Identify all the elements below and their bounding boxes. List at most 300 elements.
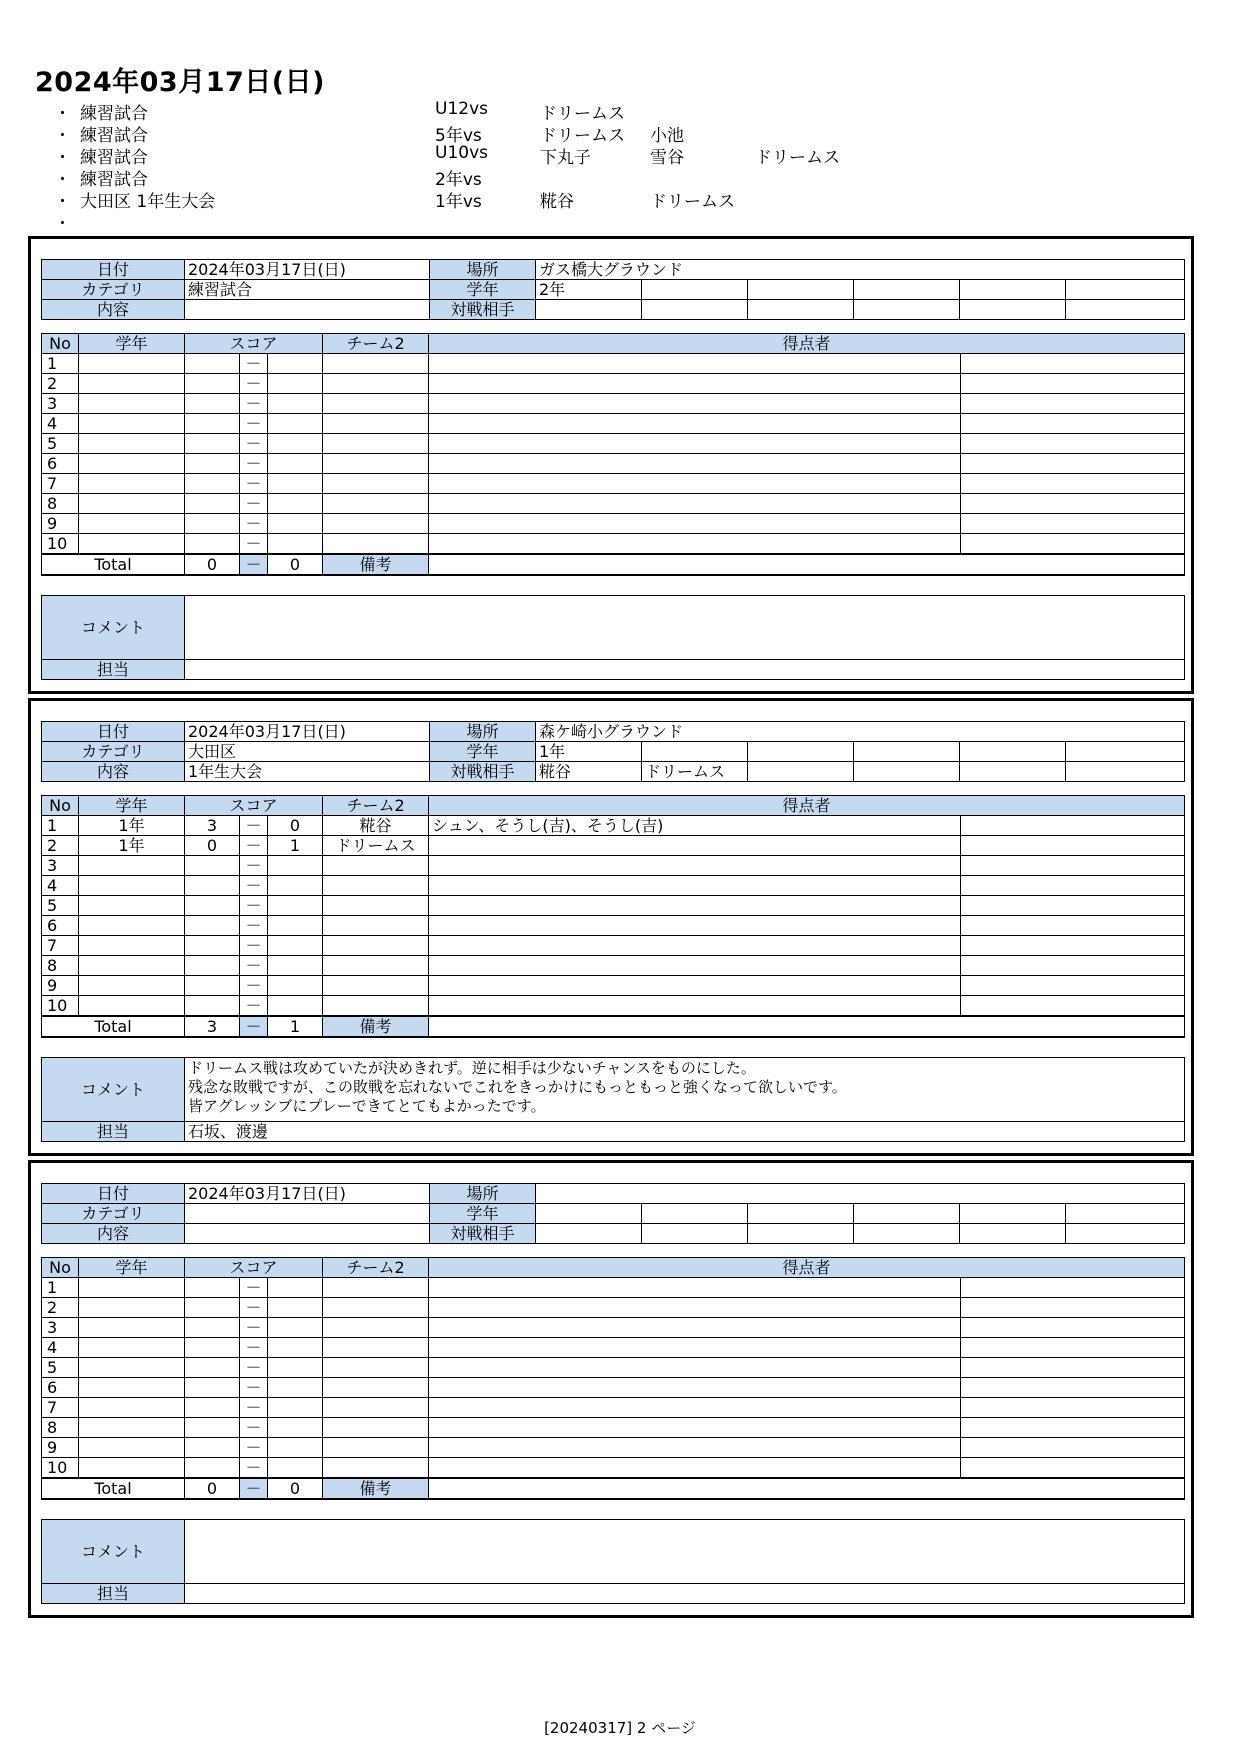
row-score-home — [185, 1358, 240, 1378]
row-extra — [961, 434, 1185, 454]
row-extra — [961, 1278, 1185, 1298]
opponent-value — [1066, 300, 1185, 320]
row-scorers — [429, 1358, 961, 1378]
row-number: 6 — [42, 916, 79, 936]
table-row — [42, 856, 1185, 876]
row-extra — [961, 414, 1185, 434]
row-grade — [79, 534, 185, 555]
score-dash: － — [240, 976, 268, 996]
row-score-home — [185, 1458, 240, 1479]
table-row — [42, 434, 1185, 454]
row-number: 10 — [42, 1458, 79, 1479]
score-dash: － — [240, 1298, 268, 1318]
grade-blank-cell — [642, 742, 748, 762]
row-team2 — [323, 916, 429, 936]
grade-blank-cell — [642, 1204, 748, 1224]
row-team2 — [323, 454, 429, 474]
opponent-value — [854, 762, 960, 782]
row-team2 — [323, 1458, 429, 1479]
row-score-away — [268, 514, 323, 534]
total-score-home: 0 — [185, 1478, 240, 1499]
match-info-table — [41, 721, 1185, 782]
row-grade: 1年 — [79, 816, 185, 836]
score-dash: － — [240, 474, 268, 494]
row-score-away — [268, 976, 323, 996]
row-team2 — [323, 494, 429, 514]
row-grade — [79, 414, 185, 434]
row-extra — [961, 1378, 1185, 1398]
row-team2: ドリームス — [323, 836, 429, 856]
row-score-away — [268, 394, 323, 414]
row-score-home — [185, 996, 240, 1017]
category-value: 練習試合 — [185, 280, 430, 300]
row-scorers — [429, 1418, 961, 1438]
summary-item — [50, 209, 950, 234]
row-number: 6 — [42, 454, 79, 474]
table-row — [42, 1458, 1185, 1479]
content-label: 内容 — [42, 300, 185, 320]
match-record-panel — [28, 698, 1194, 1156]
row-extra — [961, 1318, 1185, 1338]
table-row — [42, 1418, 1185, 1438]
row-scorers — [429, 1338, 961, 1358]
table-row — [42, 514, 1185, 534]
grade-header: 学年 — [79, 1258, 185, 1278]
row-score-away — [268, 534, 323, 555]
row-grade — [79, 514, 185, 534]
match-info-table — [41, 1183, 1185, 1244]
row-extra — [961, 816, 1185, 836]
row-team2 — [323, 394, 429, 414]
table-row — [42, 394, 1185, 414]
row-team2 — [323, 414, 429, 434]
date-value: 2024年03月17日(日) — [185, 1184, 430, 1204]
row-score-home — [185, 1418, 240, 1438]
row-score-home — [185, 876, 240, 896]
row-team2 — [323, 434, 429, 454]
row-score-home — [185, 534, 240, 555]
staff-label: 担当 — [42, 1122, 185, 1142]
row-score-home — [185, 394, 240, 414]
row-number: 7 — [42, 936, 79, 956]
team2-header: チーム2 — [323, 796, 429, 816]
row-score-away — [268, 936, 323, 956]
total-score-home: 3 — [185, 1016, 240, 1037]
score-dash: － — [240, 1318, 268, 1338]
opponent-label: 対戦相手 — [430, 1224, 536, 1244]
score-dash: － — [240, 1358, 268, 1378]
grade-value — [536, 1204, 642, 1224]
opponent-value — [960, 762, 1066, 782]
grade-blank-cell — [748, 742, 854, 762]
total-label: Total — [42, 554, 185, 575]
row-team2 — [323, 474, 429, 494]
score-dash: － — [240, 414, 268, 434]
table-row — [42, 936, 1185, 956]
table-row — [42, 1278, 1185, 1298]
row-grade — [79, 936, 185, 956]
row-number: 8 — [42, 1418, 79, 1438]
row-score-home — [185, 1318, 240, 1338]
row-score-away — [268, 374, 323, 394]
row-score-away: 1 — [268, 836, 323, 856]
row-team2 — [323, 534, 429, 555]
no-header: No — [42, 334, 79, 354]
row-extra — [961, 354, 1185, 374]
table-row — [42, 494, 1185, 514]
row-scorers — [429, 836, 961, 856]
summary-category: 練習試合 — [80, 148, 148, 168]
row-score-away — [268, 1458, 323, 1479]
row-team2 — [323, 1278, 429, 1298]
row-score-home — [185, 514, 240, 534]
table-row — [42, 374, 1185, 394]
row-score-away: 0 — [268, 816, 323, 836]
row-score-away — [268, 856, 323, 876]
row-team2 — [323, 976, 429, 996]
score-header: スコア — [185, 334, 323, 354]
summary-bullet: ・ — [54, 104, 71, 124]
row-score-home — [185, 936, 240, 956]
row-score-away — [268, 474, 323, 494]
row-extra — [961, 856, 1185, 876]
row-score-home — [185, 1298, 240, 1318]
date-label: 日付 — [42, 722, 185, 742]
summary-opponent: ドリームス — [755, 148, 840, 168]
score-dash: － — [240, 1278, 268, 1298]
comment-label: コメント — [42, 596, 185, 660]
grade-value: 1年 — [536, 742, 642, 762]
row-grade — [79, 1378, 185, 1398]
row-number: 2 — [42, 1298, 79, 1318]
summary-bullet: ・ — [54, 126, 71, 146]
category-label: カテゴリ — [42, 280, 185, 300]
score-dash: － — [240, 956, 268, 976]
row-extra — [961, 1338, 1185, 1358]
row-number: 9 — [42, 1438, 79, 1458]
row-scorers — [429, 896, 961, 916]
total-score-home: 0 — [185, 554, 240, 575]
grade-label: 学年 — [430, 742, 536, 762]
row-scorers — [429, 474, 961, 494]
row-number: 9 — [42, 976, 79, 996]
total-label: Total — [42, 1478, 185, 1499]
total-dash: － — [240, 1016, 268, 1037]
row-scorers — [429, 1278, 961, 1298]
comment-table — [41, 1519, 1185, 1604]
row-score-away — [268, 1298, 323, 1318]
total-score-away: 0 — [268, 554, 323, 575]
row-score-away — [268, 1338, 323, 1358]
row-grade — [79, 1338, 185, 1358]
row-grade: 1年 — [79, 836, 185, 856]
row-score-away — [268, 1358, 323, 1378]
opponent-value — [642, 1224, 748, 1244]
row-score-home: 0 — [185, 836, 240, 856]
place-label: 場所 — [430, 722, 536, 742]
row-scorers — [429, 1318, 961, 1338]
row-team2 — [323, 1318, 429, 1338]
row-number: 6 — [42, 1378, 79, 1398]
row-number: 4 — [42, 414, 79, 434]
comment-label: コメント — [42, 1058, 185, 1122]
row-score-away — [268, 876, 323, 896]
row-number: 2 — [42, 836, 79, 856]
row-grade — [79, 374, 185, 394]
row-score-away — [268, 494, 323, 514]
row-extra — [961, 1298, 1185, 1318]
row-scorers — [429, 1298, 961, 1318]
row-team2 — [323, 1418, 429, 1438]
row-number: 10 — [42, 534, 79, 555]
table-row — [42, 534, 1185, 555]
date-label: 日付 — [42, 260, 185, 280]
remarks-label: 備考 — [323, 1478, 429, 1499]
summary-vs: 2年vs — [435, 170, 482, 190]
row-score-home — [185, 1338, 240, 1358]
no-header: No — [42, 1258, 79, 1278]
opponent-value — [536, 300, 642, 320]
staff-value: 石坂、渡邊 — [185, 1122, 1185, 1142]
summary-vs: 5年vs — [435, 126, 482, 146]
row-scorers — [429, 494, 961, 514]
grade-blank-cell — [1066, 1204, 1185, 1224]
score-dash: － — [240, 514, 268, 534]
summary-item — [50, 99, 950, 124]
row-extra — [961, 1438, 1185, 1458]
summary-category: 大田区 1年生大会 — [80, 192, 216, 212]
table-row — [42, 916, 1185, 936]
row-grade — [79, 1278, 185, 1298]
page-footer: [20240317] 2 ページ — [544, 1719, 696, 1737]
row-score-away — [268, 454, 323, 474]
row-extra — [961, 1418, 1185, 1438]
row-scorers — [429, 956, 961, 976]
summary-vs: U12vs — [435, 99, 488, 119]
row-extra — [961, 1458, 1185, 1479]
row-score-away — [268, 414, 323, 434]
opponent-value — [960, 300, 1066, 320]
summary-opponent: 糀谷 — [540, 192, 574, 212]
grade-blank-cell — [854, 742, 960, 762]
row-score-home — [185, 1398, 240, 1418]
remarks-label: 備考 — [323, 554, 429, 575]
row-scorers — [429, 976, 961, 996]
place-label: 場所 — [430, 260, 536, 280]
row-scorers — [429, 936, 961, 956]
row-number: 5 — [42, 1358, 79, 1378]
opponent-value — [748, 1224, 854, 1244]
row-score-away — [268, 1318, 323, 1338]
opponent-value — [536, 1224, 642, 1244]
row-grade — [79, 876, 185, 896]
row-scorers — [429, 414, 961, 434]
row-score-home — [185, 474, 240, 494]
row-scorers — [429, 454, 961, 474]
opponent-value — [854, 300, 960, 320]
summary-vs: U10vs — [435, 143, 488, 163]
total-label: Total — [42, 1016, 185, 1037]
remarks-value — [429, 1478, 1185, 1499]
row-team2 — [323, 1358, 429, 1378]
score-dash: － — [240, 374, 268, 394]
opponent-value — [1066, 762, 1185, 782]
row-score-home — [185, 1378, 240, 1398]
content-label: 内容 — [42, 1224, 185, 1244]
row-number: 9 — [42, 514, 79, 534]
row-scorers — [429, 374, 961, 394]
row-score-home — [185, 494, 240, 514]
score-dash: － — [240, 836, 268, 856]
row-extra — [961, 1358, 1185, 1378]
row-score-away — [268, 1378, 323, 1398]
table-row — [42, 474, 1185, 494]
score-dash: － — [240, 494, 268, 514]
row-grade — [79, 1418, 185, 1438]
row-extra — [961, 514, 1185, 534]
row-score-home: 3 — [185, 816, 240, 836]
table-row — [42, 1358, 1185, 1378]
score-dash: － — [240, 1398, 268, 1418]
score-dash: － — [240, 996, 268, 1017]
row-score-home — [185, 1438, 240, 1458]
staff-label: 担当 — [42, 1584, 185, 1604]
row-number: 3 — [42, 1318, 79, 1338]
table-row — [42, 1378, 1185, 1398]
row-score-home — [185, 354, 240, 374]
row-score-home — [185, 434, 240, 454]
row-extra — [961, 876, 1185, 896]
page-title: 2024年03月17日(日) — [35, 67, 325, 98]
summary-bullet: ・ — [54, 214, 71, 234]
table-row — [42, 836, 1185, 856]
row-number: 1 — [42, 354, 79, 374]
row-extra — [961, 976, 1185, 996]
opponent-value — [854, 1224, 960, 1244]
row-extra — [961, 534, 1185, 555]
total-dash: － — [240, 1478, 268, 1499]
opponent-value — [960, 1224, 1066, 1244]
summary-vs: 1年vs — [435, 192, 482, 212]
row-team2 — [323, 1398, 429, 1418]
score-dash: － — [240, 856, 268, 876]
score-header: スコア — [185, 796, 323, 816]
summary-item — [50, 143, 950, 168]
place-label: 場所 — [430, 1184, 536, 1204]
row-extra — [961, 896, 1185, 916]
score-dash: － — [240, 434, 268, 454]
row-grade — [79, 474, 185, 494]
score-dash: － — [240, 534, 268, 555]
table-row — [42, 1298, 1185, 1318]
row-extra — [961, 374, 1185, 394]
score-dash: － — [240, 816, 268, 836]
grade-blank-cell — [1066, 280, 1185, 300]
row-scorers — [429, 916, 961, 936]
row-extra — [961, 494, 1185, 514]
row-scorers — [429, 394, 961, 414]
row-grade — [79, 434, 185, 454]
row-score-home — [185, 976, 240, 996]
place-value: 森ケ崎小グラウンド — [536, 722, 1185, 742]
row-number: 7 — [42, 1398, 79, 1418]
grade-header: 学年 — [79, 334, 185, 354]
row-grade — [79, 856, 185, 876]
row-team2 — [323, 896, 429, 916]
no-header: No — [42, 796, 79, 816]
row-number: 8 — [42, 956, 79, 976]
total-score-away: 0 — [268, 1478, 323, 1499]
table-row — [42, 1398, 1185, 1418]
row-scorers — [429, 1378, 961, 1398]
row-score-away — [268, 896, 323, 916]
row-scorers — [429, 856, 961, 876]
score-dash: － — [240, 354, 268, 374]
total-score-away: 1 — [268, 1016, 323, 1037]
row-extra — [961, 474, 1185, 494]
summary-category: 練習試合 — [80, 104, 148, 124]
grade-blank-cell — [854, 1204, 960, 1224]
grade-blank-cell — [642, 280, 748, 300]
row-score-away — [268, 956, 323, 976]
content-value — [185, 300, 430, 320]
row-score-home — [185, 916, 240, 936]
summary-category: 練習試合 — [80, 170, 148, 190]
grade-blank-cell — [960, 1204, 1066, 1224]
row-extra — [961, 936, 1185, 956]
row-score-home — [185, 956, 240, 976]
staff-label: 担当 — [42, 660, 185, 680]
row-score-home — [185, 896, 240, 916]
score-table — [41, 1257, 1185, 1500]
score-dash: － — [240, 394, 268, 414]
place-value — [536, 1184, 1185, 1204]
opponent-value: 糀谷 — [536, 762, 642, 782]
row-grade — [79, 956, 185, 976]
summary-category: 練習試合 — [80, 126, 148, 146]
grade-blank-cell — [748, 1204, 854, 1224]
row-team2 — [323, 876, 429, 896]
row-number: 4 — [42, 876, 79, 896]
row-grade — [79, 1358, 185, 1378]
row-number: 1 — [42, 1278, 79, 1298]
score-dash: － — [240, 454, 268, 474]
match-summary-list — [50, 99, 950, 234]
row-team2 — [323, 1438, 429, 1458]
score-dash: － — [240, 1438, 268, 1458]
row-number: 5 — [42, 896, 79, 916]
score-header: スコア — [185, 1258, 323, 1278]
row-score-away — [268, 916, 323, 936]
table-row — [42, 876, 1185, 896]
table-row — [42, 354, 1185, 374]
score-dash: － — [240, 936, 268, 956]
category-value — [185, 1204, 430, 1224]
row-extra — [961, 836, 1185, 856]
score-table — [41, 333, 1185, 576]
remarks-value — [429, 1016, 1185, 1037]
category-value: 大田区 — [185, 742, 430, 762]
opponent-value — [1066, 1224, 1185, 1244]
row-grade — [79, 494, 185, 514]
summary-opponent: 雪谷 — [650, 148, 684, 168]
row-extra — [961, 996, 1185, 1017]
table-row — [42, 996, 1185, 1017]
row-scorers — [429, 534, 961, 555]
score-dash: － — [240, 1338, 268, 1358]
row-extra — [961, 394, 1185, 414]
grade-blank-cell — [1066, 742, 1185, 762]
